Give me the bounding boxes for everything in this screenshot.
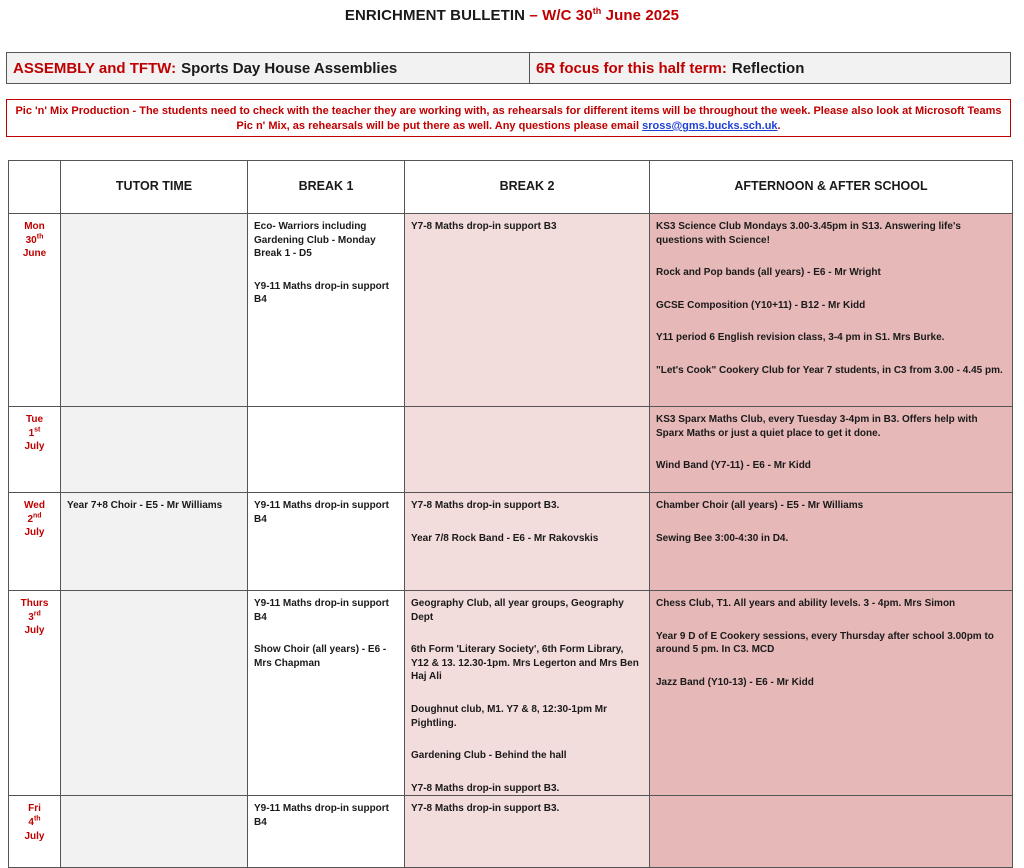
timetable — [8, 160, 1013, 868]
break-2-cell — [405, 591, 650, 796]
title-date-suffix: th — [592, 6, 602, 16]
header-break-2: BREAK 2 — [405, 161, 650, 214]
day-number: 1 — [28, 427, 35, 439]
day-date — [15, 513, 54, 527]
afternoon-cell — [650, 493, 1013, 591]
break-1-cell — [248, 796, 405, 868]
activity-item: Y7-8 Maths drop-in support B3. — [411, 782, 560, 794]
activity-item: Geography Club, all year groups, Geography Dept — [411, 598, 624, 623]
tutor-time-cell — [61, 796, 248, 868]
focus-cell — [530, 53, 1010, 83]
day-row — [9, 214, 1013, 407]
activity-item: Y7-8 Maths drop-in support B3. — [411, 803, 560, 815]
focus-value: Reflection — [731, 59, 805, 77]
day-name: Thurs — [20, 598, 49, 609]
picnmix-text-end: . — [777, 120, 781, 132]
activity-item: Year 7/8 Rock Band - E6 - Mr Rakovskis — [411, 532, 599, 544]
day-suffix: nd — [33, 512, 42, 520]
activity-item: Year 7+8 Choir - E5 - Mr Williams — [67, 500, 223, 511]
tutor-time-cell — [61, 407, 248, 493]
activity-item: Y9-11 Maths drop-in support B4 — [254, 803, 390, 828]
title-date-rest: June 2025 — [601, 7, 680, 24]
title-date — [525, 7, 679, 24]
day-number: 4 — [28, 816, 34, 828]
activity-item: Chamber Choir (all years) - E5 - Mr Williams — [656, 500, 864, 511]
header-afternoon: AFTERNOON & AFTER SCHOOL — [650, 161, 1013, 214]
day-month: July — [24, 527, 45, 539]
day-date — [15, 611, 54, 625]
activity-item: 6th Form 'Literary Society', 6th Form Library, Y12 & 13. 12.30-1pm. Mrs Legerton and Mrs Ben Haj Ali — [411, 644, 639, 683]
day-date — [15, 816, 54, 830]
afternoon-cell — [650, 796, 1013, 868]
day-date — [15, 234, 54, 248]
break-1-cell — [248, 591, 405, 796]
activity-item: Gardening Club - Behind the hall — [411, 750, 567, 762]
break-1-cell — [248, 214, 405, 407]
activity-item: Eco- Warriors including Gardening Club - Monday Break 1 - D5 — [254, 221, 376, 260]
day-number: 30 — [25, 234, 37, 246]
assembly-cell — [7, 53, 530, 83]
afternoon-cell — [650, 407, 1013, 493]
day-name: Wed — [24, 500, 45, 511]
activity-item: Y9-11 Maths drop-in support B4 — [254, 500, 390, 525]
day-row — [9, 493, 1013, 591]
activity-item: Y7-8 Maths drop-in support B3. — [411, 500, 560, 511]
break-1-cell — [248, 493, 405, 591]
activity-item: Rock and Pop bands (all years) - E6 - Mr Wright — [656, 267, 881, 279]
email-link[interactable]: sross@gms.bucks.sch.uk — [642, 120, 778, 132]
afternoon-cell — [650, 214, 1013, 407]
tutor-time-cell — [61, 214, 248, 407]
day-name: Mon — [24, 221, 45, 232]
day-name: Tue — [25, 414, 44, 425]
activity-item: Jazz Band (Y10-13) - E6 - Mr Kidd — [656, 676, 814, 688]
activity-item: "Let's Cook" Cookery Club for Year 7 students, in C3 from 3.00 - 4.45 pm. — [656, 364, 1003, 376]
day-suffix: rd — [33, 610, 41, 618]
activity-item: Y11 period 6 English revision class, 3-4 pm in S1. Mrs Burke. — [656, 332, 945, 344]
day-label — [9, 796, 61, 868]
day-row — [9, 407, 1013, 493]
activity-item: Show Choir (all years) - E6 - Mrs Chapman — [254, 644, 387, 669]
day-label — [9, 407, 61, 493]
activity-item: KS3 Sparx Maths Club, every Tuesday 3-4pm in B3. Offers help with Sparx Maths or just a quiet place to get it done. — [656, 414, 978, 439]
day-month: July — [24, 625, 45, 637]
activity-item: Wind Band (Y7-11) - E6 - Mr Kidd — [656, 460, 811, 472]
day-number: 3 — [28, 611, 34, 623]
day-date — [15, 427, 54, 441]
break-2-cell — [405, 214, 650, 407]
break-2-cell — [405, 493, 650, 591]
activity-item: Y9-11 Maths drop-in support B4 — [254, 598, 390, 623]
header-tutor-time: TUTOR TIME — [61, 161, 248, 214]
title-main: ENRICHMENT BULLETIN — [344, 7, 526, 24]
focus-label: 6R focus for this half term: — [536, 59, 727, 77]
activity-item: KS3 Science Club Mondays 3.00-3.45pm in S13. Answering life's questions with Science! — [656, 221, 961, 246]
day-number: 2 — [27, 513, 33, 525]
day-month: July — [24, 830, 45, 842]
activity-item: Doughnut club, M1. Y7 & 8, 12:30-1pm Mr Pightling. — [411, 703, 607, 729]
day-month: June — [22, 248, 47, 260]
day-name: Fri — [28, 803, 41, 815]
day-suffix: th — [33, 815, 41, 823]
break-1-cell — [248, 407, 405, 493]
day-suffix: st — [34, 426, 41, 434]
activity-item: Sewing Bee 3:00-4:30 in D4. — [656, 532, 789, 544]
activity-item: Chess Club, T1. All years and ability levels. 3 - 4pm. Mrs Simon — [656, 598, 956, 609]
assembly-value: Sports Day House Assemblies — [181, 59, 398, 77]
break-2-cell — [405, 407, 650, 493]
day-row — [9, 591, 1013, 796]
bulletin-title — [0, 6, 1024, 24]
assembly-label: ASSEMBLY and TFTW: — [13, 59, 177, 77]
day-label — [9, 493, 61, 591]
day-month: July — [24, 441, 45, 453]
activity-item: GCSE Composition (Y10+11) - B12 - Mr Kidd — [656, 299, 866, 311]
tutor-time-cell — [61, 493, 248, 591]
day-suffix: th — [36, 233, 44, 241]
header-row — [9, 161, 1013, 214]
picnmix-text: Pic 'n' Mix Production - The students need to check with the teacher they are working with, as rehearsals for different items will be throughout the week. Please also look at Microsoft Teams Pic n' Mix, as rehearsals will be put there as well. Any questions please email — [15, 105, 1002, 132]
break-2-cell — [405, 796, 650, 868]
day-label — [9, 214, 61, 407]
tutor-time-cell — [61, 591, 248, 796]
day-row — [9, 796, 1013, 868]
activity-item: Y9-11 Maths drop-in support B4 — [254, 280, 390, 306]
afternoon-cell — [650, 591, 1013, 796]
assembly-bar — [6, 52, 1011, 84]
header-break-1: BREAK 1 — [248, 161, 405, 214]
activity-item: Y7-8 Maths drop-in support B3 — [411, 221, 557, 232]
title-date-prefix: – W/C 30 — [525, 7, 593, 24]
picnmix-notice — [6, 99, 1011, 137]
activity-item: Year 9 D of E Cookery sessions, every Thursday after school 3.00pm to around 5 pm. In C3. MCD — [656, 630, 994, 656]
day-label — [9, 591, 61, 796]
header-day — [9, 161, 61, 214]
